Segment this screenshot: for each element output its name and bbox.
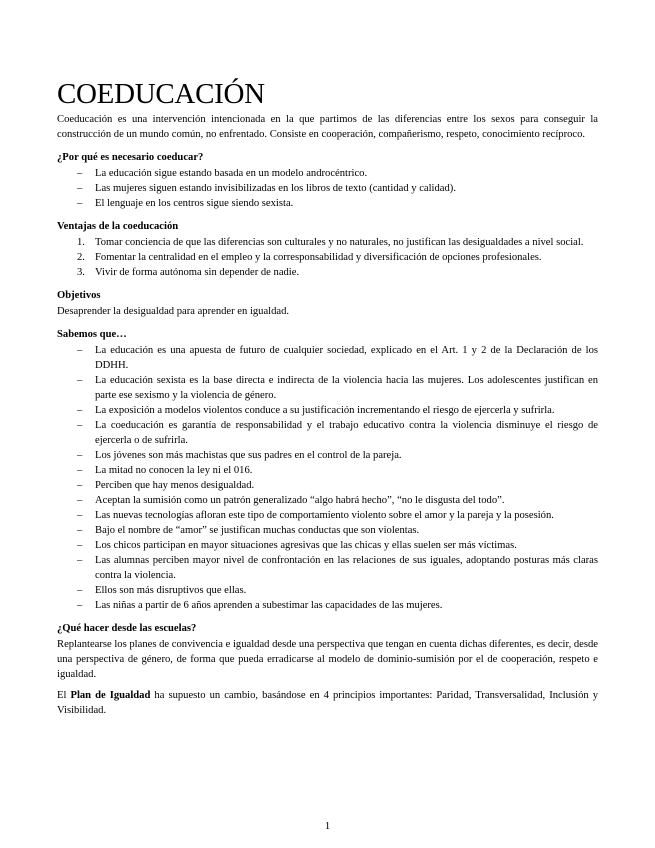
list-item: – Los jóvenes son más machistas que sus padres en el control de la pareja. [77,450,402,461]
list-item: – La coeducación es garantía de responsabilidad y el trabajo educativo contra la violencia disminuye el riesgo de ejercerla o de sufrirla. [77,420,598,446]
dash-bullet: – [77,405,83,416]
dash-bullet: – [77,495,83,506]
facts-list [57,343,598,613]
list-number: 3. [77,267,85,278]
list-item: – Las mujeres siguen estando invisibilizadas en los libros de texto (cantidad y calidad). [77,183,456,194]
list-item: – Aceptan la sumisión como un patrón generalizado “algo habrá hecho”, “no le disgusta del todo”. [77,495,505,506]
list-number: 1. [77,237,85,248]
list-item: – Ellos son más disruptivos que ellas. [77,585,247,596]
dash-bullet: – [77,183,83,194]
dash-bullet: – [77,198,83,209]
dash-bullet: – [77,465,83,476]
list-item: – Los chicos participan en mayor situaciones agresivas que las chicas y ellas suelen ser más víctimas. [77,540,517,551]
dash-bullet: – [77,450,83,461]
objectives-text: Desaprender la desigualdad para aprender en igualdad. [57,306,290,317]
plan-paragraph: El Plan de Igualdad ha supuesto un cambio, basándose en 4 principios importantes: Paridad, Transversalidad, Inclusión y Visibilidad. [57,690,598,716]
list-number: 2. [77,252,85,263]
dash-bullet: – [77,510,83,521]
schools-text: Replantearse los planes de convivencia e igualdad desde una perspectiva que tengan en cuenta dichas diferentes, es decir, desde una perspectiva de género, de forma que pueda erradicarse al modelo de dominio-sumisión por el de cooperación, respeto e igualdad. [57,639,598,680]
list-item: – Las niñas a partir de 6 años aprenden a subestimar las capacidades de las mujeres. [77,600,443,611]
list-item: – El lenguaje en los centros sigue siendo sexista. [77,198,294,209]
intro-paragraph: Coeducación es una intervención intencionada en la que partimos de las diferencias entre los sexos para conseguir la construcción de un mundo común, no enfrentado. Consiste en cooperación, compañerismo, respeto, conocimiento recíproco. [57,114,598,140]
list-item: – La educación sexista es la base directa e indirecta de la violencia hacia las mujeres. Los adolescentes justifican en parte ese sexismo y la violencia de género. [77,375,598,401]
list-item: – Bajo el nombre de “amor” se justifican muchas conductas que son violentas. [77,525,420,536]
objectives-heading: Objetivos [57,290,101,301]
dash-bullet: – [77,525,83,536]
list-item: 3. Vivir de forma autónoma sin depender de nadie. [77,267,300,278]
why-list [57,166,598,211]
dash-bullet: – [77,375,83,386]
list-item: – Las nuevas tecnologías afloran este tipo de comportamiento violento sobre el amor y la pareja y la posesión. [77,510,554,521]
facts-heading: Sabemos que… [57,329,127,340]
dash-bullet: – [77,600,83,611]
dash-bullet: – [77,585,83,596]
list-item: – La mitad no conocen la ley ni el 016. [77,465,253,476]
dash-bullet: – [77,168,83,179]
why-heading: ¿Por qué es necesario coeducar? [57,152,204,163]
dash-bullet: – [77,345,83,356]
page-title: COEDUCACIÓN [57,78,265,110]
list-item: – La educación es una apuesta de futuro de cualquier sociedad, explicado en el Art. 1 y 2 de la Declaración de los DDHH. [77,345,598,371]
advantages-list [57,235,598,280]
list-item: 1. Tomar conciencia de que las diferencias son culturales y no naturales, no justifican las desigualdades a nivel social. [77,237,584,248]
list-item: 2. Fomentar la centralidad en el empleo y la corresponsabilidad y diversificación de opciones profesionales. [77,252,542,263]
dash-bullet: – [77,480,83,491]
dash-bullet: – [77,540,83,551]
plan-name: Plan de Igualdad [70,690,151,701]
dash-bullet: – [77,555,83,566]
dash-bullet: – [77,420,83,431]
advantages-heading: Ventajas de la coeducación [57,221,179,232]
list-item: – La educación sigue estando basada en un modelo androcéntrico. [77,168,368,179]
list-item: – Las alumnas perciben mayor nivel de confrontación en las relaciones de sus iguales, adoptando posturas más claras contra la violencia. [77,555,598,581]
schools-heading: ¿Qué hacer desde las escuelas? [57,623,197,634]
document-page [57,78,598,718]
list-item: – La exposición a modelos violentos conduce a su justificación incrementando el riesgo de ejercerla y sufrirla. [77,405,555,416]
list-item: – Perciben que hay menos desigualdad. [77,480,255,491]
page-number: 1 [324,820,331,832]
